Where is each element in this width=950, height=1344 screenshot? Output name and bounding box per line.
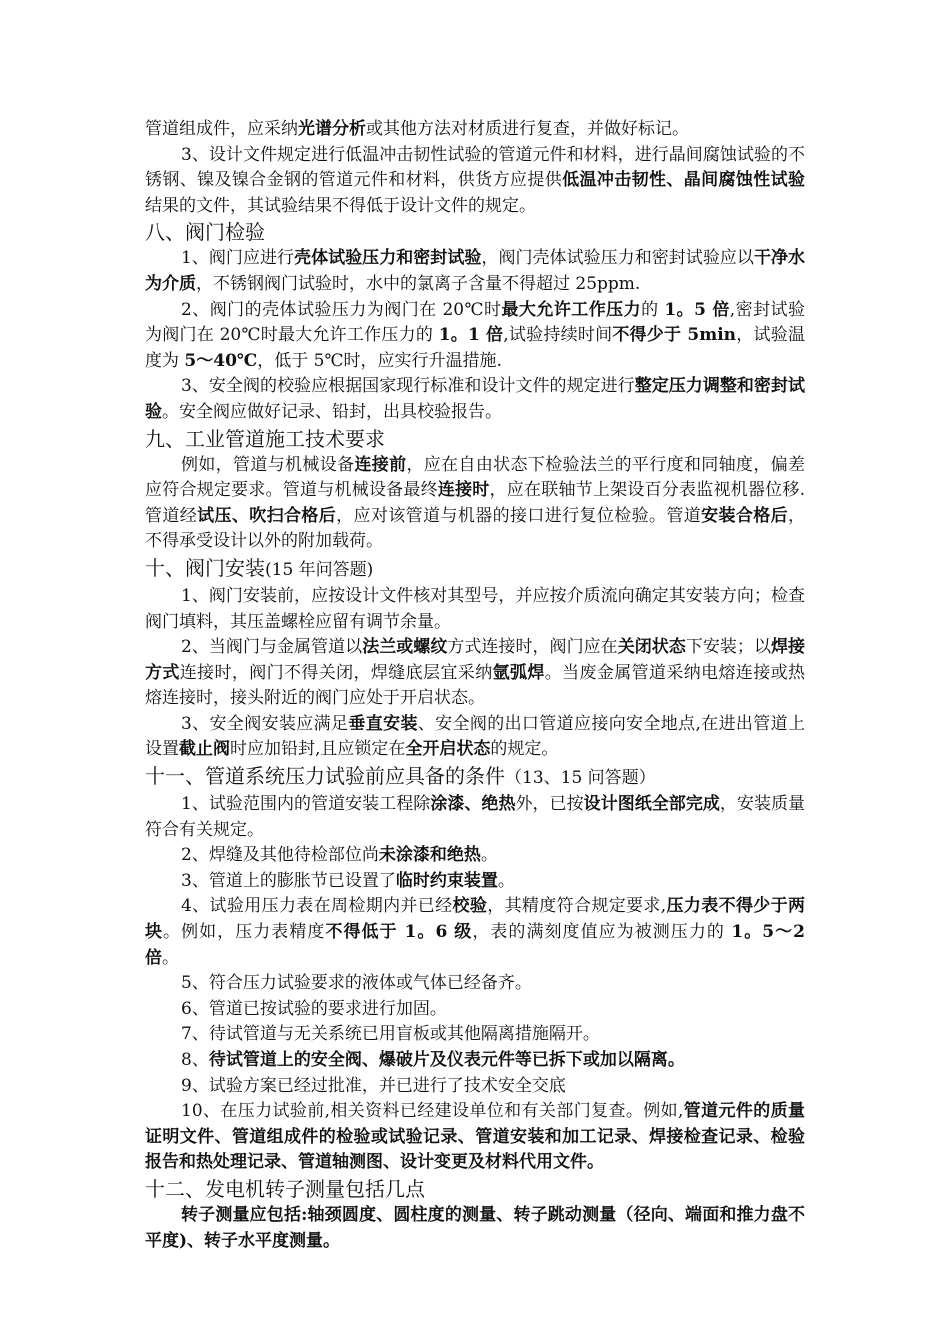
text-run: ，不锈钢阀门试验时，水中的氯离子含量不得超过 25ppm. <box>196 273 641 294</box>
text-run: 8、 <box>181 1050 209 1070</box>
text-run: 1、阀门安装前，应按设计文件核对其型号，并应按介质流向确定其安装方向；检查阀门填料，其压盖螺栓应留有调节余量。 <box>145 585 805 632</box>
text-run: 十、阀门安装 <box>145 555 265 580</box>
text-run: 1、阀门应进行 <box>181 248 295 269</box>
paragraph <box>145 143 805 220</box>
paragraph <box>145 246 805 297</box>
text-run: ，应在自由状态下检验法兰的平行度和同轴度，偏差应符合规定要求。管道与机械设备最终 <box>145 454 806 501</box>
text-run: ，安装质量符合有关规定。 <box>145 794 806 840</box>
bold-text-run: 垂直安装 <box>348 713 418 734</box>
text-run: （13、15 问答题） <box>505 768 656 789</box>
text-run: 。 <box>480 845 498 866</box>
paragraph <box>145 453 805 555</box>
text-run: 连接时，阀门不得关闭，焊缝底层宜采纳 <box>179 662 493 683</box>
paragraph <box>145 971 805 997</box>
bold-text-run: 焊接方式 <box>145 637 806 683</box>
bold-text-run: 1。5 倍 <box>664 299 730 320</box>
text-run: (15 年问答题) <box>265 559 374 580</box>
bold-text-run: 光谱分析 <box>298 119 366 139</box>
bold-text-run: 设计图纸全部完成 <box>583 794 720 815</box>
paragraph <box>145 635 805 712</box>
text-run: 例如，管道与机械设备 <box>181 454 355 475</box>
text-run: 、安全阀的出口管道应接向安全地点,在进出管道上设置 <box>145 713 806 760</box>
bold-text-run: 5～40℃ <box>184 350 258 371</box>
text-run: 3、安全阀安装应满足 <box>181 713 349 734</box>
bold-text-run: 截止阀 <box>179 739 230 760</box>
paragraph <box>145 869 805 895</box>
section-heading <box>145 426 805 453</box>
text-run: 时应加铅封,且应锁定在 <box>230 739 406 760</box>
text-run: 管道组成件，应采纳 <box>145 119 298 139</box>
section-heading <box>145 763 805 792</box>
bold-text-run: 关闭状态 <box>617 637 686 658</box>
text-run: 3、安全阀的校验应根据国家现行标准和设计文件的规定进行 <box>181 376 635 397</box>
section-heading <box>145 219 805 246</box>
bold-text-run: 安装合格后 <box>701 505 789 526</box>
bold-text-run: 连接时 <box>437 480 490 501</box>
text-run: ,密封试验为阀门在 20℃时最大允许工作压力的 <box>145 299 806 346</box>
bold-text-run: 法兰或螺纹 <box>362 637 448 658</box>
paragraph <box>145 997 805 1023</box>
paragraph <box>145 1022 805 1048</box>
bold-text-run: 不得低于 1。6 级 <box>325 922 473 943</box>
text-run: 的规定。 <box>490 739 559 760</box>
bold-text-run: 试压、吹扫合格后 <box>197 505 337 526</box>
bold-text-run: 最大允许工作压力 <box>501 299 642 320</box>
text-run: 八、阀门检验 <box>145 220 265 245</box>
paragraph <box>145 792 805 843</box>
text-run: 下安装；以 <box>685 637 771 658</box>
bold-text-run: 未涂漆和绝热 <box>378 845 481 866</box>
bold-text-run: 校验 <box>452 896 488 917</box>
paragraph <box>145 1074 805 1100</box>
text-run: ，表的满刻度值应为被测压力的 <box>472 922 732 943</box>
bold-text-run: 低温冲击韧性、晶间腐蚀性试验 <box>562 170 806 191</box>
text-run: ,试验持续时间 <box>503 325 613 346</box>
section-heading <box>145 555 805 584</box>
paragraph <box>145 117 805 143</box>
paragraph <box>145 712 805 763</box>
paragraph <box>145 843 805 869</box>
text-run: 2、阀门的壳体试验压力为阀门在 20℃时 <box>181 299 502 320</box>
bold-text-run: 管道元件的质量证明文件、管道组成件的检验或试验记录、管道安装和加工记录、焊接检查记录、检验报告和热处理记录、管道轴测图、设计变更及材料代用文件。 <box>145 1101 805 1173</box>
text-run: 。安全阀应做好记录、铅封，出具校验报告。 <box>162 401 502 422</box>
section-heading <box>145 1176 805 1203</box>
text-run: 外，已按 <box>515 794 584 815</box>
paragraph <box>145 1099 805 1176</box>
paragraph <box>145 894 805 971</box>
bold-text-run: 连接前 <box>354 454 407 475</box>
bold-text-run: 1。5～2 倍 <box>145 922 806 968</box>
text-run: ，阀门壳体试验压力和密封试验应以 <box>481 248 754 269</box>
bold-text-run: 干净水为介质 <box>145 248 806 294</box>
bold-text-run: 壳体试验压力和密封试验 <box>294 248 482 269</box>
bold-text-run: 全开启状态 <box>405 739 491 760</box>
bold-text-run: 转子测量应包括:轴颈圆度、圆柱度的测量、转子跳动测量（径向、端面和推力盘不平度)、转子水平度测量。 <box>145 1204 805 1251</box>
text-run: 10、在压力试验前,相关资料已经建设单位和有关部门复查。例如, <box>181 1101 684 1122</box>
text-run: ，其精度符合规定要求, <box>487 896 667 917</box>
text-run: 2、当阀门与金属管道以 <box>181 637 363 658</box>
text-run: 6、管道已按试验的要求进行加固。 <box>181 998 447 1019</box>
text-run: 。例如，压力表精度 <box>163 922 326 943</box>
paragraph <box>145 1203 805 1254</box>
text-run: 方式连接时，阀门应在 <box>447 637 618 658</box>
text-run: 4、试验用压力表在周检期内并已经 <box>181 896 453 917</box>
text-run: 1、试验范围内的管道安装工程除 <box>181 794 431 815</box>
text-run: ，应对该管道与机器的接口进行复位检验。管道 <box>336 505 702 526</box>
text-run: 。 <box>162 947 179 968</box>
text-run: 。 <box>497 870 515 891</box>
text-run: 。当废金属管道采纳电熔连接或热熔连接时，接头附近的阀门应处于开启状态。 <box>145 662 806 709</box>
bold-text-run: 压力表不得少于两块 <box>145 896 806 943</box>
text-run: 结果的文件，其试验结果不得低于设计文件的规定。 <box>145 195 536 216</box>
text-run: 2、焊缝及其他待检部位尚 <box>181 845 379 866</box>
text-run: 3、设计文件规定进行低温冲击韧性试验的管道元件和材料，进行晶间腐蚀试验的不锈钢、镍及镍合金钢的管道元件和材料，供货方应提供 <box>145 144 805 191</box>
text-run: ，应在联轴节上架设百分表监视机器位移.管道经 <box>145 480 806 526</box>
text-run: 十二、发电机转子测量包括几点 <box>145 1176 425 1201</box>
bold-text-run: 氩弧焊 <box>492 662 545 683</box>
bold-text-run: 不得少于 5min <box>612 325 737 346</box>
paragraph <box>145 1048 805 1074</box>
text-run: 的 <box>641 299 665 320</box>
text-run: 或其他方法对材质进行复查，并做好标记。 <box>366 119 689 139</box>
bold-text-run: 涂漆、绝热 <box>430 794 516 815</box>
paragraph <box>145 584 805 635</box>
text-run: ，不得承受设计以外的附加载荷。 <box>145 505 806 552</box>
bold-text-run: 临时约束装置 <box>395 870 498 891</box>
text-run: ，低于 5℃时，应实行升温措施. <box>257 350 502 371</box>
bold-text-run: 整定压力调整和密封试验 <box>145 376 805 422</box>
text-run: 九、工业管道施工技术要求 <box>145 426 385 451</box>
bold-text-run: 1。1 倍 <box>438 325 504 346</box>
text-run: 3、管道上的膨胀节已设置了 <box>181 870 396 891</box>
paragraph <box>145 298 805 375</box>
paragraph <box>145 374 805 425</box>
text-run: 9、试验方案已经过批准，并已进行了技术安全交底 <box>181 1075 566 1096</box>
text-run: ，试验温度为 <box>145 325 806 371</box>
text-run: 十一、管道系统压力试验前应具备的条件 <box>145 764 505 789</box>
bold-text-run: 待试管道上的安全阀、爆破片及仪表元件等已拆下或加以隔离。 <box>208 1050 685 1070</box>
text-run: 7、待试管道与无关系统已用盲板或其他隔离措施隔开。 <box>181 1024 600 1045</box>
text-run: 5、符合压力试验要求的液体或气体已经备齐。 <box>181 973 532 994</box>
